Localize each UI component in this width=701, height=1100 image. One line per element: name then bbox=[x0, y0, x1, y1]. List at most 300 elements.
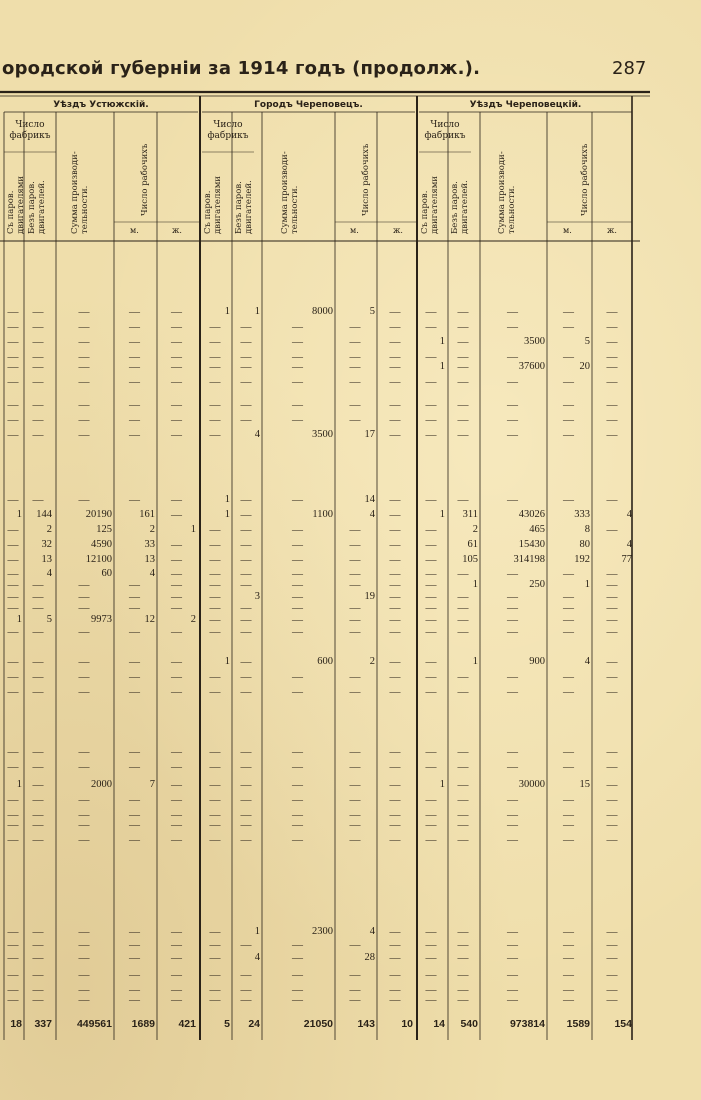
table-cell: — bbox=[292, 414, 303, 426]
table-cell: — bbox=[7, 524, 19, 536]
table-cell: — bbox=[292, 568, 303, 580]
table-cell: — bbox=[78, 994, 90, 1006]
table-cell: — bbox=[240, 361, 252, 373]
table-cell: — bbox=[389, 376, 401, 388]
table-cell: — bbox=[563, 614, 574, 626]
table-cell: — bbox=[606, 614, 618, 626]
total-cell: 14 bbox=[433, 1018, 445, 1030]
table-cell: — bbox=[507, 834, 518, 846]
table-cell: — bbox=[209, 414, 221, 426]
table-cell: 900 bbox=[529, 656, 545, 667]
table-cell: — bbox=[209, 579, 221, 591]
table-cell: — bbox=[563, 984, 574, 996]
table-cell: — bbox=[389, 969, 401, 981]
table-cell: — bbox=[209, 969, 221, 981]
table-cell: — bbox=[209, 939, 221, 951]
table-cell: — bbox=[606, 524, 618, 536]
table-cell: — bbox=[7, 494, 19, 506]
table-cell: — bbox=[389, 321, 401, 333]
total-cell: 1589 bbox=[566, 1018, 590, 1030]
table-cell: — bbox=[7, 626, 19, 638]
table-cell: — bbox=[507, 984, 518, 996]
table-cell: — bbox=[78, 336, 90, 348]
table-cell: — bbox=[78, 429, 90, 441]
table-cell: — bbox=[292, 524, 303, 536]
table-cell: — bbox=[32, 591, 44, 603]
table-cell: — bbox=[349, 399, 361, 411]
table-cell: — bbox=[209, 819, 221, 831]
table-cell: 28 bbox=[364, 952, 375, 963]
table-cell: 4 bbox=[369, 926, 375, 937]
table-cell: — bbox=[7, 554, 19, 566]
table-cell: — bbox=[32, 626, 44, 638]
table-cell: — bbox=[606, 568, 618, 580]
table-cell: — bbox=[209, 952, 221, 964]
table-cell: — bbox=[171, 994, 182, 1006]
table-cell: — bbox=[563, 591, 574, 603]
table-cell: — bbox=[606, 494, 618, 506]
table-cell: — bbox=[389, 952, 401, 964]
table-cell: — bbox=[171, 509, 182, 521]
table-cell: — bbox=[457, 984, 469, 996]
table-cell: — bbox=[171, 969, 182, 981]
table-cell: — bbox=[457, 602, 469, 614]
table-cell: — bbox=[78, 351, 90, 363]
table-cell: — bbox=[389, 671, 401, 683]
table-cell: 333 bbox=[574, 509, 590, 520]
table-cell: — bbox=[389, 568, 401, 580]
table-cell: 5 bbox=[584, 336, 590, 347]
table-cell: — bbox=[171, 834, 182, 846]
table-cell: — bbox=[209, 614, 221, 626]
table-cell: — bbox=[606, 952, 618, 964]
table-cell: — bbox=[78, 794, 90, 806]
table-cell: — bbox=[32, 602, 44, 614]
table-cell: — bbox=[7, 994, 19, 1006]
table-cell: 77 bbox=[621, 554, 632, 565]
table-cell: — bbox=[129, 306, 140, 318]
table-cell: — bbox=[457, 926, 469, 938]
zh-label: ж. bbox=[172, 226, 182, 235]
table-cell: — bbox=[32, 671, 44, 683]
table-cell: — bbox=[209, 779, 221, 791]
table-cell: — bbox=[507, 614, 518, 626]
table-cell: — bbox=[606, 671, 618, 683]
table-cell: — bbox=[606, 809, 618, 821]
table-cell: — bbox=[563, 351, 574, 363]
table-cell: — bbox=[171, 686, 182, 698]
table-cell: — bbox=[457, 414, 469, 426]
table-cell: — bbox=[32, 994, 44, 1006]
table-cell: 4 bbox=[626, 509, 632, 520]
table-cell: 4 bbox=[254, 952, 260, 963]
table-cell: — bbox=[240, 994, 252, 1006]
table-cell: — bbox=[129, 656, 140, 668]
total-cell: 5 bbox=[224, 1018, 230, 1030]
table-cell: — bbox=[78, 626, 90, 638]
table-cell: — bbox=[457, 952, 469, 964]
table-cell: — bbox=[32, 656, 44, 668]
table-cell: — bbox=[129, 809, 140, 821]
table-cell: — bbox=[171, 926, 182, 938]
table-cell: — bbox=[171, 321, 182, 333]
table-cell: — bbox=[7, 809, 19, 821]
table-cell: — bbox=[7, 746, 19, 758]
table-cell: — bbox=[292, 994, 303, 1006]
table-cell: — bbox=[7, 761, 19, 773]
table-cell: — bbox=[349, 779, 361, 791]
table-cell: — bbox=[32, 794, 44, 806]
table-cell: — bbox=[563, 414, 574, 426]
table-cell: 1 bbox=[439, 509, 445, 520]
table-cell: — bbox=[425, 399, 437, 411]
table-cell: — bbox=[349, 809, 361, 821]
table-cell: — bbox=[129, 671, 140, 683]
table-cell: — bbox=[425, 926, 437, 938]
table-cell: — bbox=[389, 429, 401, 441]
table-cell: — bbox=[171, 602, 182, 614]
table-cell: — bbox=[209, 568, 221, 580]
table-cell: — bbox=[32, 686, 44, 698]
table-cell: — bbox=[209, 602, 221, 614]
table-cell: 2300 bbox=[312, 926, 333, 937]
table-cell: — bbox=[240, 614, 252, 626]
table-cell: — bbox=[507, 686, 518, 698]
table-cell: — bbox=[425, 524, 437, 536]
table-cell: — bbox=[240, 399, 252, 411]
total-cell: 540 bbox=[460, 1018, 478, 1030]
table-cell: — bbox=[240, 809, 252, 821]
table-cell: — bbox=[349, 671, 361, 683]
table-cell: — bbox=[32, 361, 44, 373]
table-cell: — bbox=[457, 568, 469, 580]
table-cell: — bbox=[171, 306, 182, 318]
table-cell: 1 bbox=[16, 509, 22, 520]
table-cell: — bbox=[349, 524, 361, 536]
table-cell: — bbox=[7, 539, 19, 551]
table-cell: — bbox=[292, 336, 303, 348]
table-cell: 1 bbox=[439, 361, 445, 372]
group-title: Уѣздъ Череповецкій. bbox=[469, 100, 582, 110]
table-cell: — bbox=[389, 746, 401, 758]
table-cell: — bbox=[32, 414, 44, 426]
table-cell: — bbox=[209, 361, 221, 373]
table-cell: — bbox=[507, 746, 518, 758]
table-cell: — bbox=[171, 429, 182, 441]
table-cell: — bbox=[129, 602, 140, 614]
table-cell: — bbox=[171, 399, 182, 411]
table-cell: 1 bbox=[16, 779, 22, 790]
table-cell: — bbox=[171, 984, 182, 996]
table-cell: — bbox=[563, 602, 574, 614]
table-cell: 33 bbox=[144, 539, 155, 550]
table-cell: — bbox=[129, 819, 140, 831]
table-cell: — bbox=[171, 656, 182, 668]
table-cell: — bbox=[457, 761, 469, 773]
table-cell: — bbox=[425, 579, 437, 591]
table-cell: — bbox=[389, 614, 401, 626]
table-cell: — bbox=[349, 939, 361, 951]
table-cell: — bbox=[389, 626, 401, 638]
table-cell: — bbox=[7, 414, 19, 426]
table-cell: — bbox=[129, 794, 140, 806]
table-cell: — bbox=[457, 994, 469, 1006]
total-cell: 143 bbox=[357, 1018, 375, 1030]
table-cell: — bbox=[78, 656, 90, 668]
table-cell: — bbox=[7, 656, 19, 668]
table-cell: — bbox=[563, 686, 574, 698]
zh-label: ж. bbox=[607, 226, 617, 235]
table-cell: 600 bbox=[317, 656, 333, 667]
table-cell: — bbox=[78, 809, 90, 821]
table-cell: — bbox=[292, 969, 303, 981]
chislo-fabrik-label: Число фабрикъ bbox=[9, 120, 51, 141]
table-cell: 60 bbox=[101, 568, 112, 579]
table-cell: — bbox=[209, 834, 221, 846]
table-cell: — bbox=[171, 761, 182, 773]
table-cell: — bbox=[457, 819, 469, 831]
table-cell: — bbox=[129, 399, 140, 411]
table-cell: 1 bbox=[224, 494, 230, 505]
table-cell: — bbox=[457, 809, 469, 821]
table-cell: — bbox=[425, 626, 437, 638]
table-cell: — bbox=[457, 321, 469, 333]
table-cell: — bbox=[606, 306, 618, 318]
table-cell: — bbox=[292, 984, 303, 996]
table-cell: — bbox=[78, 361, 90, 373]
table-cell: 1 bbox=[439, 336, 445, 347]
table-cell: 5 bbox=[46, 614, 52, 625]
table-cell: — bbox=[129, 579, 140, 591]
summa-label: Сумма производи- тельности. bbox=[497, 151, 517, 234]
table-cell: — bbox=[32, 779, 44, 791]
table-cell: — bbox=[349, 414, 361, 426]
table-cell: 43026 bbox=[518, 509, 545, 520]
table-cell: 1 bbox=[254, 306, 260, 317]
table-cell: 4 bbox=[254, 429, 260, 440]
bez-parov-label: Безъ паров. двигателей. bbox=[234, 180, 254, 234]
table-cell: — bbox=[7, 591, 19, 603]
table-cell: — bbox=[7, 306, 19, 318]
table-cell: — bbox=[32, 399, 44, 411]
table-cell: — bbox=[7, 794, 19, 806]
table-cell: — bbox=[563, 952, 574, 964]
table-cell: 4 bbox=[584, 656, 590, 667]
table-cell: — bbox=[292, 746, 303, 758]
table-cell: — bbox=[78, 984, 90, 996]
table-cell: 1 bbox=[190, 524, 196, 535]
total-cell: 449561 bbox=[76, 1018, 112, 1030]
table-cell: — bbox=[32, 429, 44, 441]
table-cell: — bbox=[389, 794, 401, 806]
total-cell: 337 bbox=[34, 1018, 52, 1030]
table-cell: — bbox=[389, 686, 401, 698]
table-cell: — bbox=[171, 952, 182, 964]
bez-parov-label: Безъ паров. двигателей. bbox=[27, 180, 47, 234]
table-cell: — bbox=[389, 834, 401, 846]
table-cell: — bbox=[507, 591, 518, 603]
table-cell: — bbox=[606, 361, 618, 373]
table-cell: — bbox=[563, 306, 574, 318]
table-cell: — bbox=[292, 554, 303, 566]
table-cell: — bbox=[457, 429, 469, 441]
total-cell: 154 bbox=[614, 1018, 632, 1030]
table-cell: — bbox=[171, 794, 182, 806]
table-cell: 314198 bbox=[513, 554, 545, 565]
table-cell: — bbox=[563, 671, 574, 683]
table-cell: — bbox=[606, 321, 618, 333]
table-cell: — bbox=[606, 336, 618, 348]
table-cell: — bbox=[78, 321, 90, 333]
table-cell: — bbox=[563, 794, 574, 806]
table-cell: — bbox=[32, 336, 44, 348]
table-cell: — bbox=[171, 779, 182, 791]
table-cell: — bbox=[507, 671, 518, 683]
table-cell: — bbox=[563, 939, 574, 951]
table-cell: — bbox=[563, 626, 574, 638]
table-cell: 2 bbox=[149, 524, 155, 535]
table-cell: — bbox=[240, 336, 252, 348]
table-cell: — bbox=[32, 952, 44, 964]
table-cell: — bbox=[389, 779, 401, 791]
table-cell: — bbox=[457, 794, 469, 806]
table-cell: — bbox=[129, 952, 140, 964]
table-cell: — bbox=[349, 819, 361, 831]
group-title: Городъ Череповецъ. bbox=[254, 100, 363, 110]
table-cell: — bbox=[389, 926, 401, 938]
table-cell: — bbox=[606, 939, 618, 951]
table-cell: — bbox=[389, 509, 401, 521]
table-cell: — bbox=[129, 626, 140, 638]
table-cell: — bbox=[507, 321, 518, 333]
table-cell: — bbox=[606, 686, 618, 698]
table-cell: 4590 bbox=[91, 539, 112, 550]
table-cell: — bbox=[129, 761, 140, 773]
table-cell: — bbox=[563, 761, 574, 773]
table-cell: — bbox=[425, 539, 437, 551]
table-cell: — bbox=[32, 809, 44, 821]
table-cell: — bbox=[457, 939, 469, 951]
table-cell: — bbox=[563, 994, 574, 1006]
table-cell: 80 bbox=[579, 539, 590, 550]
table-cell: — bbox=[457, 671, 469, 683]
table-cell: 1 bbox=[472, 579, 478, 590]
table-cell: — bbox=[171, 361, 182, 373]
table-cell: — bbox=[129, 351, 140, 363]
table-cell: — bbox=[129, 686, 140, 698]
table-cell: 1 bbox=[254, 926, 260, 937]
table-cell: — bbox=[349, 568, 361, 580]
table-cell: — bbox=[78, 591, 90, 603]
table-cell: — bbox=[32, 746, 44, 758]
table-cell: 15430 bbox=[518, 539, 545, 550]
table-cell: — bbox=[7, 361, 19, 373]
table-cell: — bbox=[389, 539, 401, 551]
table-cell: — bbox=[171, 494, 182, 506]
table-cell: — bbox=[78, 494, 90, 506]
table-cell: 12 bbox=[144, 614, 155, 625]
table-cell: — bbox=[240, 554, 252, 566]
table-cell: — bbox=[240, 939, 252, 951]
table-cell: — bbox=[171, 939, 182, 951]
table-cell: — bbox=[389, 336, 401, 348]
bez-parov-label: Безъ паров. двигателей. bbox=[450, 180, 470, 234]
table-cell: 2 bbox=[190, 614, 196, 625]
table-cell: — bbox=[606, 626, 618, 638]
table-cell: — bbox=[209, 809, 221, 821]
table-cell: — bbox=[425, 984, 437, 996]
table-cell: — bbox=[171, 671, 182, 683]
table-cell: 12100 bbox=[85, 554, 112, 565]
table-cell: — bbox=[507, 952, 518, 964]
table-cell: 125 bbox=[96, 524, 112, 535]
table-cell: — bbox=[209, 336, 221, 348]
table-cell: 3500 bbox=[312, 429, 333, 440]
table-cell: — bbox=[425, 671, 437, 683]
table-cell: — bbox=[425, 746, 437, 758]
table-cell: — bbox=[209, 376, 221, 388]
table-cell: — bbox=[171, 746, 182, 758]
table-cell: — bbox=[507, 429, 518, 441]
table-cell: — bbox=[457, 351, 469, 363]
table-cell: — bbox=[507, 939, 518, 951]
table-cell: — bbox=[349, 761, 361, 773]
total-cell: 973814 bbox=[509, 1018, 545, 1030]
table-cell: — bbox=[425, 952, 437, 964]
table-cell: — bbox=[240, 671, 252, 683]
table-cell: — bbox=[171, 554, 182, 566]
table-cell: — bbox=[606, 414, 618, 426]
table-cell: — bbox=[425, 376, 437, 388]
table-cell: — bbox=[78, 579, 90, 591]
total-cell: 21050 bbox=[303, 1018, 333, 1030]
table-cell: — bbox=[563, 376, 574, 388]
chislo-rabochikh-label: Число рабочихъ bbox=[580, 143, 590, 216]
table-cell: — bbox=[507, 602, 518, 614]
table-cell: — bbox=[240, 524, 252, 536]
table-cell: — bbox=[78, 671, 90, 683]
table-cell: — bbox=[7, 952, 19, 964]
table-cell: — bbox=[129, 834, 140, 846]
table-cell: — bbox=[240, 539, 252, 551]
table-cell: — bbox=[209, 524, 221, 536]
table-cell: — bbox=[292, 399, 303, 411]
table-cell: — bbox=[389, 984, 401, 996]
table-cell: 1100 bbox=[312, 509, 333, 520]
table-cell: — bbox=[292, 539, 303, 551]
table-cell: — bbox=[7, 939, 19, 951]
table-cell: — bbox=[507, 809, 518, 821]
table-cell: — bbox=[209, 671, 221, 683]
table-cell: — bbox=[78, 746, 90, 758]
table-cell: — bbox=[563, 321, 574, 333]
table-cell: — bbox=[606, 994, 618, 1006]
table-cell: — bbox=[240, 568, 252, 580]
table-cell: — bbox=[209, 429, 221, 441]
table-cell: — bbox=[507, 351, 518, 363]
total-cell: 24 bbox=[248, 1018, 260, 1030]
table-cell: — bbox=[171, 819, 182, 831]
table-cell: — bbox=[349, 361, 361, 373]
s-parov-label: Съ паров. двигателями bbox=[203, 176, 223, 234]
table-cell: — bbox=[7, 926, 19, 938]
table-cell: 8 bbox=[584, 524, 590, 535]
table-cell: — bbox=[606, 926, 618, 938]
table-cell: 5 bbox=[369, 306, 375, 317]
table-cell: — bbox=[425, 939, 437, 951]
table-cell: — bbox=[606, 602, 618, 614]
table-cell: — bbox=[349, 321, 361, 333]
